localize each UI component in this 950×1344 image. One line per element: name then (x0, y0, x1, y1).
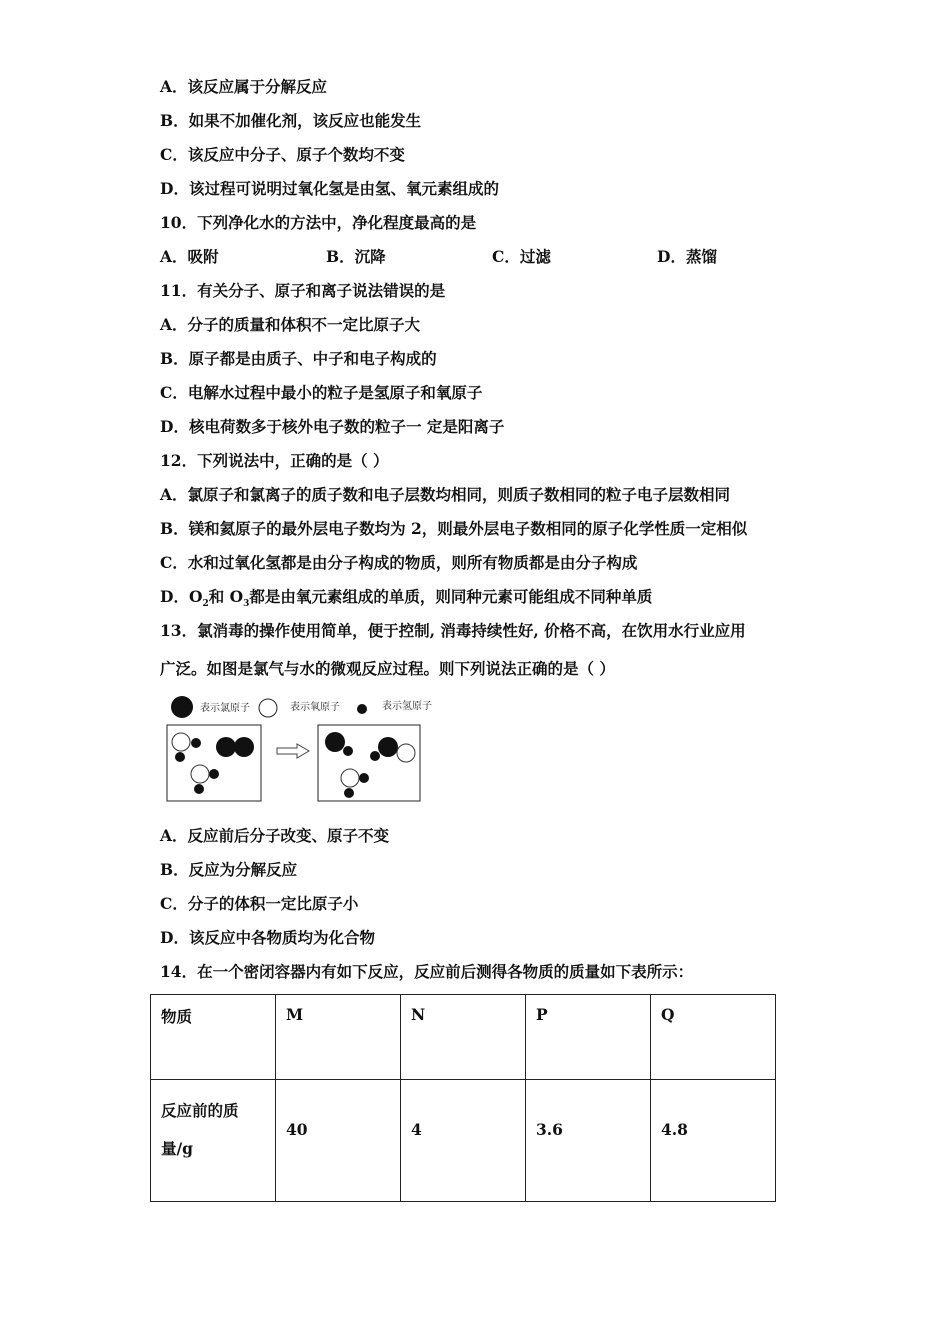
legend-oxygen-atom (259, 699, 277, 717)
q13-option-c: C．分子的体积一定比原子小 (160, 894, 359, 913)
q11-option-d: D．核电荷数多于核外电子数的粒子一 定是阳离子 (160, 417, 505, 436)
header-cell: N (401, 995, 526, 1080)
legend-hydrogen-atom (357, 704, 367, 714)
legend-chlorine-label: 表示氯原子 (200, 703, 250, 714)
products-box (318, 725, 420, 801)
q11-stem: 11．有关分子、原子和离子说法错误的是 (160, 281, 446, 300)
legend-chlorine-atom (171, 696, 193, 718)
value-m: 40 (286, 1120, 308, 1139)
value-n: 4 (411, 1120, 422, 1139)
q12-stem: 12．下列说法中，正确的是（ ） (160, 451, 389, 470)
q10-option-b: B．沉降 (326, 247, 386, 266)
value-cell (651, 1080, 776, 1202)
value-cell (401, 1080, 526, 1202)
legend-hydrogen-label: 表示氢原子 (382, 701, 432, 712)
q12-option-b: B．镁和氦原子的最外层电子数均为 2，则最外层电子数相同的原子化学性质一定相似 (160, 519, 748, 538)
q9-option-a: A．该反应属于分解反应 (160, 77, 328, 96)
reaction-diagram-figure (160, 690, 450, 805)
q11-option-a: A．分子的质量和体积不一定比原子大 (160, 315, 421, 334)
q12-option-c: C．水和过氧化氢都是由分子构成的物质，则所有物质都是由分子构成 (160, 553, 638, 572)
q13-option-b: B．反应为分解反应 (160, 860, 298, 879)
header-cell: 物质 (151, 995, 276, 1080)
q10-option-a: A．吸附 (160, 247, 219, 266)
value-cell (276, 1080, 401, 1202)
legend-oxygen-label: 表示氧原子 (290, 702, 340, 713)
q14-stem: 14．在一个密闭容器内有如下反应，反应前后测得各物质的质量如下表所示： (160, 962, 694, 981)
row-label-line2: 量/g (161, 1139, 193, 1158)
header-cell: P (526, 995, 651, 1080)
q11-option-b: B．原子都是由质子、中子和电子构成的 (160, 349, 437, 368)
row-label (151, 1080, 276, 1202)
q13-stem-line1: 13．氯消毒的操作使用简单，便于控制, 消毒持续性好, 价格不高，在饮用水行业应用 (160, 621, 746, 640)
reaction-diagram (160, 690, 450, 809)
row-label-line1: 反应前的质 (161, 1101, 239, 1120)
q11-option-c: C．电解水过程中最小的粒子是氢原子和氧原子 (160, 383, 483, 402)
header-cell: M (276, 995, 401, 1080)
reactants-box (167, 725, 261, 801)
value-p: 3.6 (536, 1120, 563, 1139)
value-cell (526, 1080, 651, 1202)
q9-option-b: B．如果不加催化剂，该反应也能发生 (160, 111, 422, 130)
q13-option-a: A．反应前后分子改变、原子不变 (160, 826, 390, 845)
q12-option-d: D．$O_2$和 $O_3$都是由氧元素组成的单质，则同种元素可能组成不同种单质 (160, 587, 653, 610)
q9-option-d: D．该过程可说明过氧化氢是由氢、氧元素组成的 (160, 179, 499, 198)
arrow-icon (277, 744, 309, 758)
q13-option-d: D．该反应中各物质均为化合物 (160, 928, 375, 947)
q10-option-c: C．过滤 (492, 247, 551, 266)
header-cell: Q (651, 995, 776, 1080)
q12-option-a: A．氯原子和氯离子的质子数和电子层数均相同，则质子数相同的粒子电子层数相同 (160, 485, 731, 504)
q10-stem: 10．下列净化水的方法中，净化程度最高的是 (160, 213, 477, 232)
mass-table (150, 994, 776, 1202)
q13-stem-line2: 广泛。如图是氯气与水的微观反应过程。则下列说法正确的是（ ） (160, 659, 615, 678)
value-q: 4.8 (661, 1120, 688, 1139)
table-row (151, 1080, 776, 1202)
q9-option-c: C．该反应中分子、原子个数均不变 (160, 145, 405, 164)
table-header-row (151, 995, 776, 1080)
q10-option-d: D．蒸馏 (657, 247, 717, 266)
